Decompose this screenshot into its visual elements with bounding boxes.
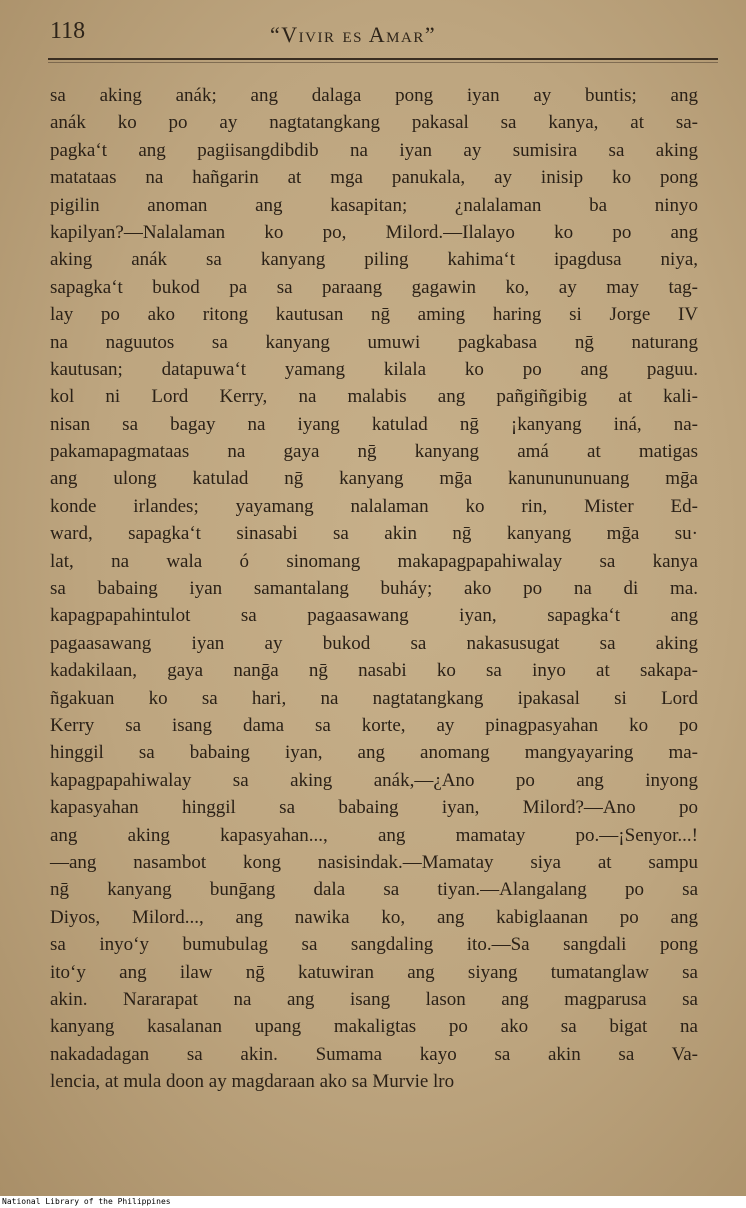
text-line: pagka‘t ang pagiisangdibdib na iyan ay sumisira sa aking (50, 139, 698, 161)
text-line: anák ko po ay nagtatangkang pakasal sa kanya, at sa- (50, 112, 698, 134)
text-line: nḡ kanyang bunḡang dala sa tiyan.—Alangalang po sa (50, 879, 698, 901)
footer-strip (0, 1196, 746, 1208)
header-rule-thin (48, 62, 718, 63)
page-header (50, 14, 710, 54)
text-line: nakadadagan sa akin. Sumama kayo sa akin sa Va- (50, 1043, 698, 1065)
text-line: lencia, at mula doon ay magdaraan ako sa Murvie lro (50, 1071, 455, 1093)
text-line: sa inyo‘y bumubulag sa sangdaling ito.—Sa sangdali pong (50, 934, 698, 956)
text-line: kapagpapahintulot sa pagaasawang iyan, sapagka‘t ang (50, 605, 698, 627)
text-line: ward, sapagka‘t sinasabi sa akin nḡ kanyang mḡa su· (50, 523, 698, 545)
text-line: kapasyahan hinggil sa babaing iyan, Milord?—Ano po (50, 797, 698, 819)
text-line: lay po ako ritong kautusan nḡ aming haring si Jorge IV (50, 304, 698, 326)
running-title: “Vivir es Amar” (270, 22, 437, 47)
text-line: konde irlandes; yayamang nalalaman ko rin, Mister Ed- (50, 495, 698, 517)
text-line: kapilyan?—Nalalaman ko po, Milord.—Ilalayo ko po ang (50, 221, 698, 243)
text-line: kadakilaan, gaya nanḡa nḡ nasabi ko sa inyo at sakapa- (50, 660, 698, 682)
text-line: lat, na wala ó sinomang makapagpapahiwalay sa kanya (50, 550, 698, 572)
text-line: akin. Nararapat na ang isang lason ang magparusa sa (50, 988, 698, 1010)
text-line: sa babaing iyan samantalang buháy; ako po na di ma. (50, 578, 698, 600)
text-line: ang ulong katulad nḡ kanyang mḡa kanunununuang mḡa (50, 468, 698, 490)
text-line: pigilin anoman ang kasapitan; ¿nalalaman ba ninyo (50, 194, 698, 216)
text-line: kanyang kasalanan upang makaligtas po ako sa bigat na (50, 1016, 698, 1038)
text-line: kapagpapahiwalay sa aking anák,—¿Ano po ang inyong (50, 769, 698, 791)
text-line: ang aking kapasyahan..., ang mamatay po.—¡Senyor...! (50, 824, 698, 846)
text-line: aking anák sa kanyang piling kahima‘t ipagdusa niya, (50, 249, 698, 271)
body-text (50, 82, 698, 1095)
text-line: Diyos, Milord..., ang nawika ko, ang kabiglaanan po ang (50, 906, 698, 928)
text-line: kautusan; datapuwa‘t yamang kilala ko po ang paguu. (50, 358, 698, 380)
text-line: —ang nasambot kong nasisindak.—Mamatay siya at sampu (50, 851, 698, 873)
header-rule (48, 58, 718, 60)
text-line: sapagka‘t bukod pa sa paraang gagawin ko, ay may tag- (50, 276, 698, 298)
text-line: na naguutos sa kanyang umuwi pagkabasa nḡ naturang (50, 331, 698, 353)
text-line: kol ni Lord Kerry, na malabis ang pañgiñgibig at kali- (50, 386, 698, 408)
text-line: sa aking anák; ang dalaga pong iyan ay buntis; ang (50, 85, 698, 106)
text-line: hinggil sa babaing iyan, ang anomang mangyayaring ma- (50, 742, 698, 764)
text-line: matataas na hañgarin at mga panukala, ay inisip ko pong (50, 167, 698, 189)
text-line: Kerry sa isang dama sa korte, ay pinagpasyahan ko po (50, 714, 698, 736)
library-credit: National Library of the Philippines (2, 1197, 171, 1206)
page-number: 118 (50, 18, 86, 44)
text-line: pagaasawang iyan ay bukod sa nakasusugat sa aking (50, 632, 698, 654)
text-line: ñgakuan ko sa hari, na nagtatangkang ipakasal si Lord (50, 687, 698, 709)
text-line: nisan sa bagay na iyang katulad nḡ ¡kanyang iná, na- (50, 413, 698, 435)
text-line: pakamapagmataas na gaya nḡ kanyang amá at matigas (50, 441, 698, 463)
text-line: ito‘y ang ilaw nḡ katuwiran ang siyang tumatanglaw sa (50, 961, 698, 983)
